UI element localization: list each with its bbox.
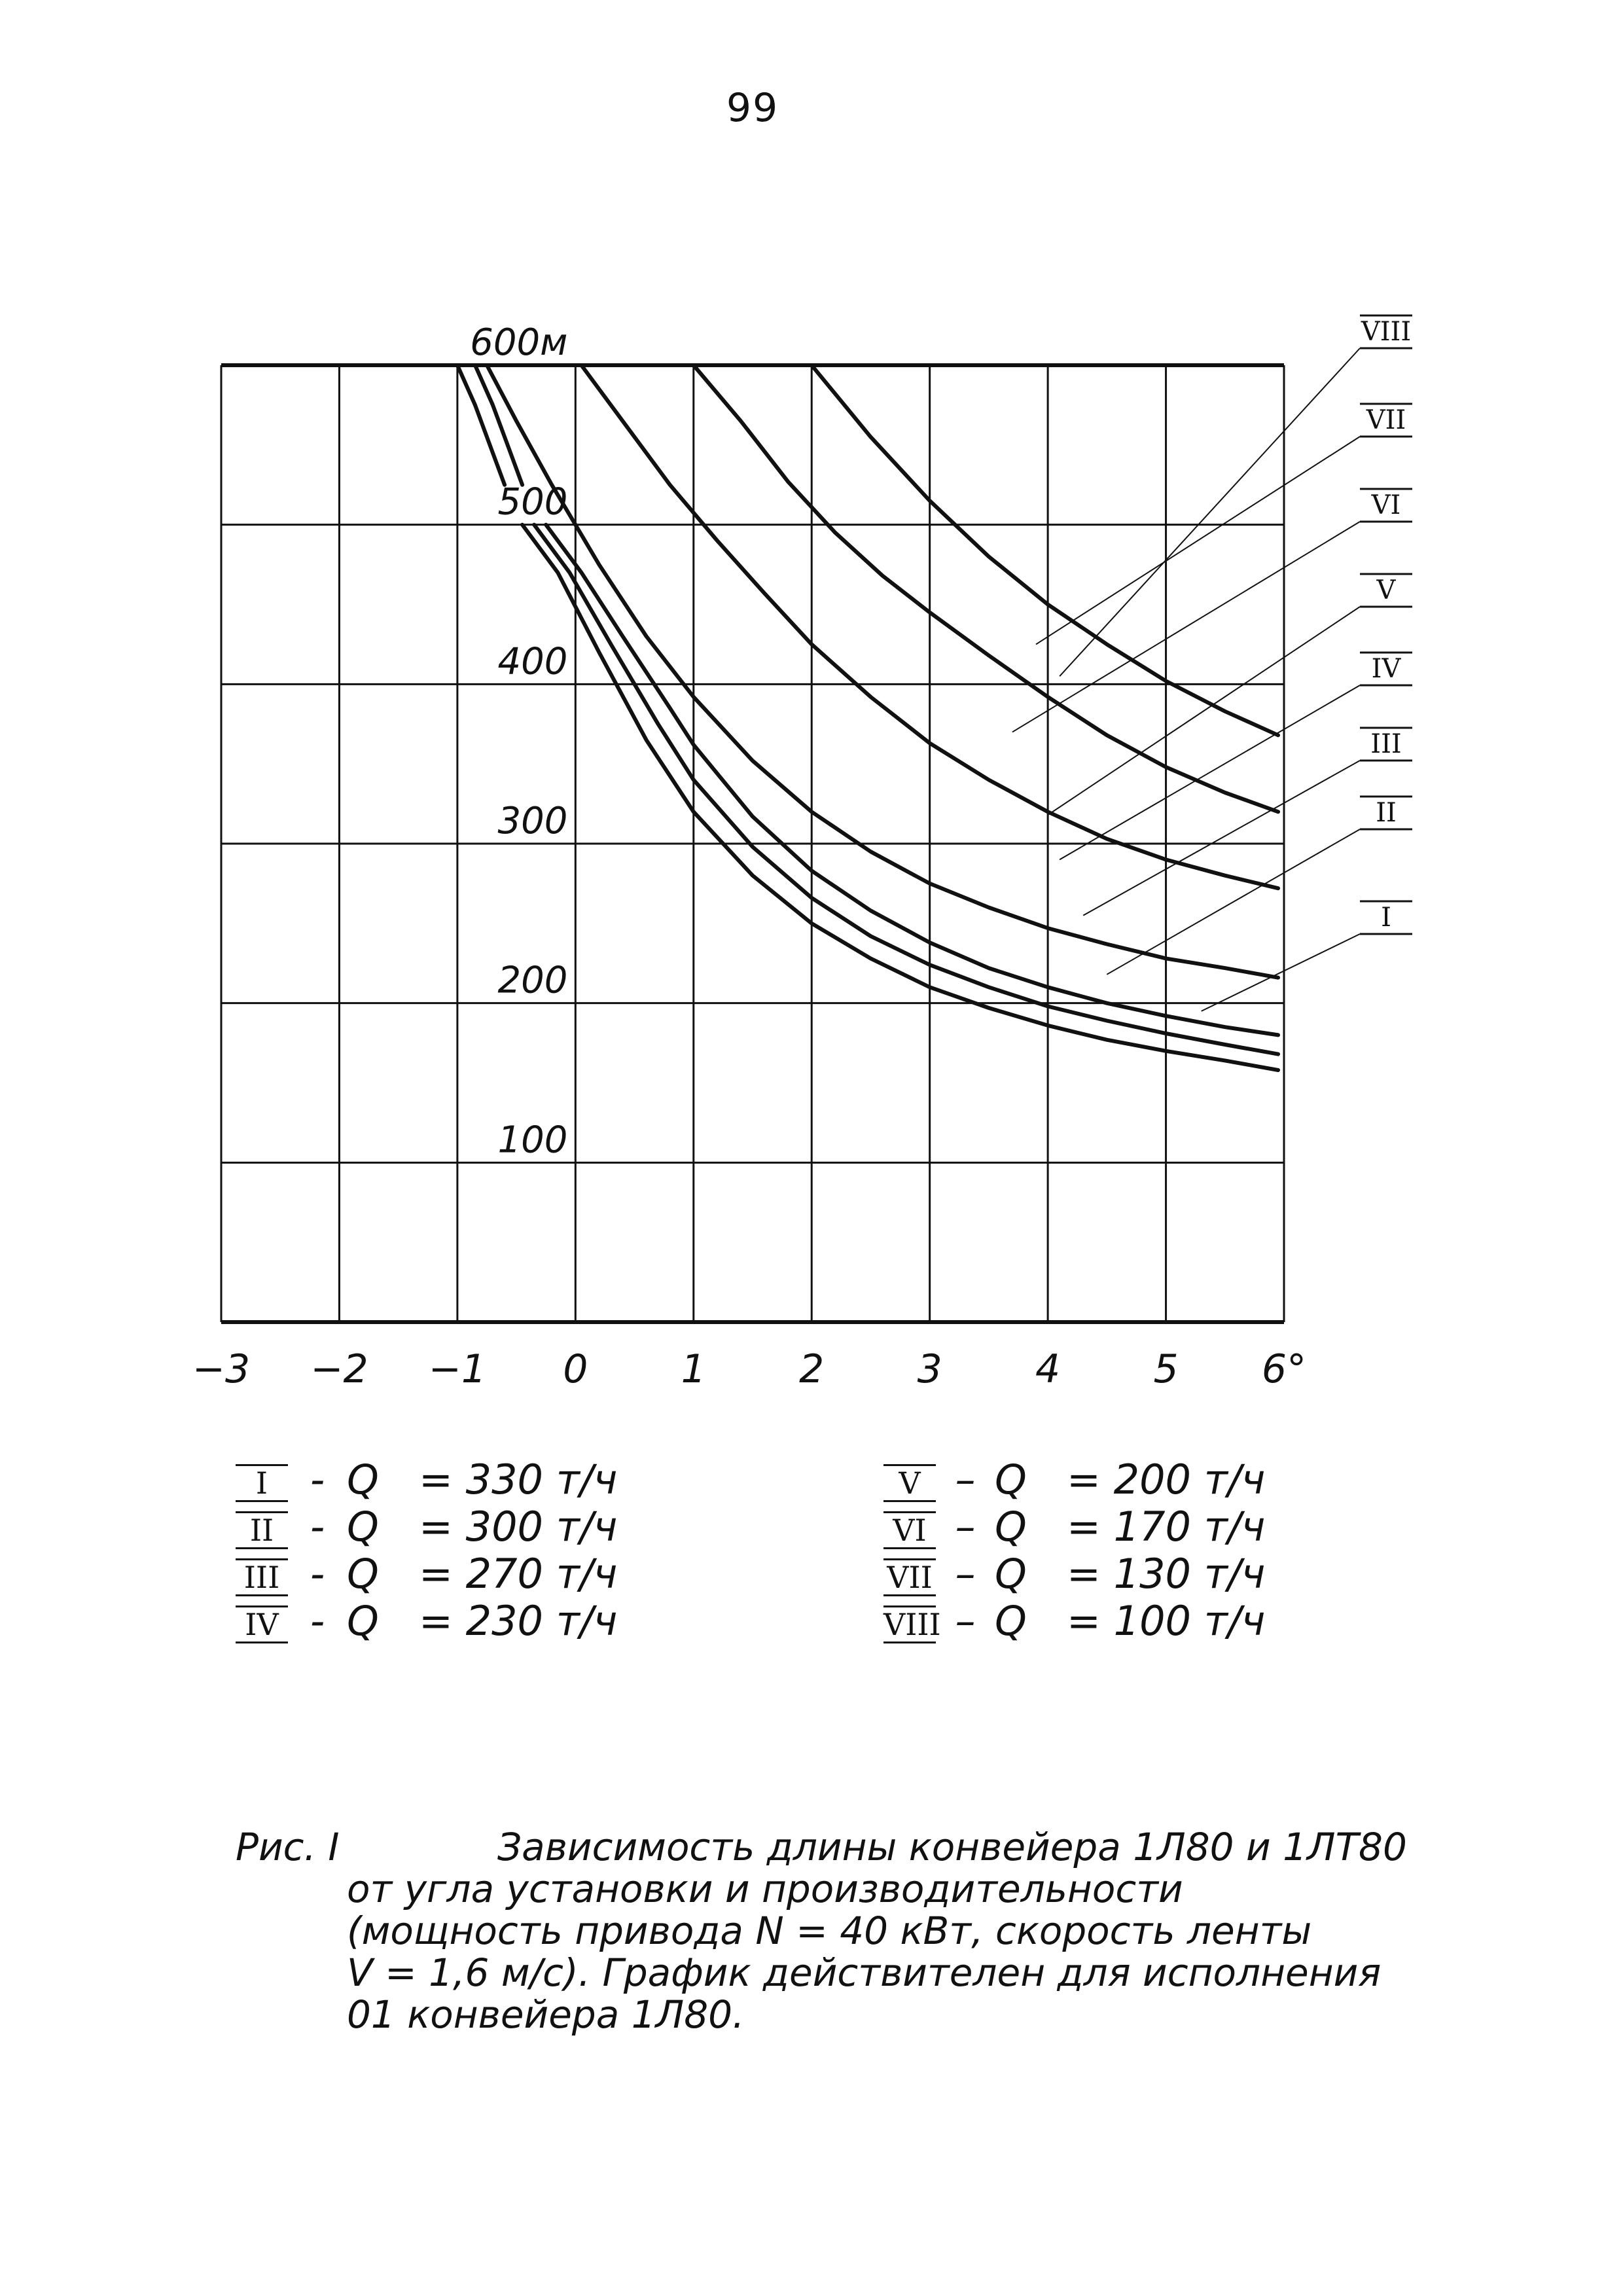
caption-line-5: 01 конвейера 1Л80. bbox=[347, 1992, 745, 2037]
legend-dash: - bbox=[310, 1503, 325, 1551]
legend-dash: – bbox=[955, 1456, 976, 1503]
legend-variable: Q bbox=[347, 1503, 379, 1551]
legend-value: = 300 т/ч bbox=[419, 1503, 618, 1551]
curve-VIII bbox=[694, 365, 1278, 812]
curve-label-leader bbox=[1083, 761, 1360, 916]
legend-numeral: V bbox=[883, 1464, 936, 1502]
y-tick-label: 200 bbox=[497, 959, 568, 1002]
x-tick-label: 3 bbox=[917, 1346, 942, 1392]
curve-label-leader bbox=[1036, 437, 1360, 644]
y-tick-label: 500 bbox=[497, 480, 568, 524]
legend-row bbox=[883, 1551, 1265, 1598]
y-tick-label: 300 bbox=[497, 800, 568, 842]
legend-row bbox=[236, 1551, 617, 1598]
legend-variable: Q bbox=[347, 1456, 379, 1503]
curve-label-I bbox=[1202, 901, 1412, 1011]
caption-label: Рис. I bbox=[236, 1825, 340, 1869]
curve-label-VIII bbox=[1060, 315, 1412, 676]
legend-dash: – bbox=[955, 1597, 976, 1645]
legend-row bbox=[236, 1598, 617, 1645]
legend-value: = 270 т/ч bbox=[419, 1550, 618, 1598]
x-tick-label: 0 bbox=[563, 1346, 588, 1392]
curve-label-leader bbox=[1060, 348, 1360, 676]
legend-variable: Q bbox=[347, 1597, 379, 1645]
curve-label-text: II bbox=[1376, 798, 1397, 828]
legend-left bbox=[236, 1456, 617, 1645]
y-tick-label: 100 bbox=[497, 1119, 568, 1162]
curve-label-V bbox=[1048, 574, 1412, 815]
legend-value: = 230 т/ч bbox=[419, 1597, 618, 1645]
legend-dash: - bbox=[310, 1550, 325, 1598]
curve-label-text: V bbox=[1376, 575, 1396, 605]
y-tick-label: 600м bbox=[470, 321, 568, 364]
curve-label-leader bbox=[1060, 685, 1360, 859]
x-tick-label: 1 bbox=[681, 1346, 706, 1392]
legend-variable: Q bbox=[995, 1456, 1027, 1503]
legend-variable: Q bbox=[995, 1550, 1027, 1598]
page-number: 99 bbox=[726, 85, 779, 131]
legend-row bbox=[883, 1598, 1265, 1645]
curve-label-text: IV bbox=[1371, 654, 1401, 684]
x-tick-label: 6° bbox=[1261, 1346, 1307, 1392]
legend-numeral: II bbox=[236, 1511, 288, 1549]
curve-label-text: I bbox=[1381, 903, 1391, 933]
legend-row bbox=[236, 1456, 617, 1503]
curves bbox=[457, 365, 1278, 1070]
caption-line-2: от угла установки и производительности bbox=[347, 1867, 1183, 1911]
x-tick-labels bbox=[192, 1346, 1306, 1392]
legend-row bbox=[883, 1503, 1265, 1551]
legend-value: = 100 т/ч bbox=[1067, 1597, 1266, 1645]
legend-dash: – bbox=[955, 1503, 976, 1551]
curve-label-leader bbox=[1202, 934, 1360, 1011]
legend-value: = 170 т/ч bbox=[1067, 1503, 1266, 1551]
legend-numeral: VI bbox=[883, 1511, 936, 1549]
curve-VI bbox=[487, 365, 1278, 978]
x-tick-label: −1 bbox=[428, 1346, 487, 1392]
caption-line-3: (мощность привода N = 40 кВт, скорость ленты bbox=[347, 1909, 1312, 1953]
legend-dash: - bbox=[310, 1597, 325, 1645]
curve-label-text: III bbox=[1370, 729, 1402, 759]
curve-label-III bbox=[1083, 728, 1412, 916]
legend-dash: – bbox=[955, 1550, 976, 1598]
figure-caption bbox=[236, 1826, 1479, 2036]
y-tick-label: 400 bbox=[497, 640, 568, 683]
legend-row bbox=[236, 1503, 617, 1551]
curve-curve-9 bbox=[812, 365, 1278, 735]
x-tick-label: 2 bbox=[799, 1346, 825, 1392]
y-tick-labels bbox=[470, 321, 567, 1161]
legend-value: = 200 т/ч bbox=[1067, 1456, 1266, 1503]
callouts bbox=[1012, 315, 1412, 1011]
legend-right bbox=[883, 1456, 1265, 1645]
curve-label-text: VI bbox=[1371, 490, 1401, 520]
legend-variable: Q bbox=[995, 1503, 1027, 1551]
legend-numeral: III bbox=[236, 1558, 288, 1596]
legend-numeral: VIII bbox=[883, 1607, 941, 1642]
legend-value: = 130 т/ч bbox=[1067, 1550, 1266, 1598]
curve-I bbox=[522, 525, 1278, 1070]
legend-numeral: I bbox=[236, 1464, 288, 1502]
legend-value: = 330 т/ч bbox=[419, 1456, 618, 1503]
x-tick-label: 4 bbox=[1035, 1346, 1061, 1392]
legend-variable: Q bbox=[347, 1550, 379, 1598]
caption-line-1 bbox=[236, 1826, 1479, 1868]
x-tick-label: 5 bbox=[1153, 1346, 1179, 1392]
caption-text-1: Зависимость длины конвейера 1Л80 и 1ЛТ80 bbox=[497, 1825, 1407, 1869]
x-tick-label: −3 bbox=[192, 1346, 251, 1392]
legend-row bbox=[883, 1456, 1265, 1503]
legend-numeral: VII bbox=[883, 1558, 936, 1596]
legend-numeral: IV bbox=[236, 1605, 288, 1643]
legend-variable: Q bbox=[995, 1597, 1027, 1645]
curve-label-text: VIII bbox=[1361, 317, 1412, 347]
legend-dash: - bbox=[310, 1456, 325, 1503]
caption-line-4: V = 1,6 м/с). График действителен для исполнения bbox=[347, 1950, 1382, 1995]
curve-label-text: VII bbox=[1366, 405, 1406, 435]
x-tick-label: −2 bbox=[310, 1346, 368, 1392]
curve-label-leader bbox=[1012, 522, 1360, 732]
